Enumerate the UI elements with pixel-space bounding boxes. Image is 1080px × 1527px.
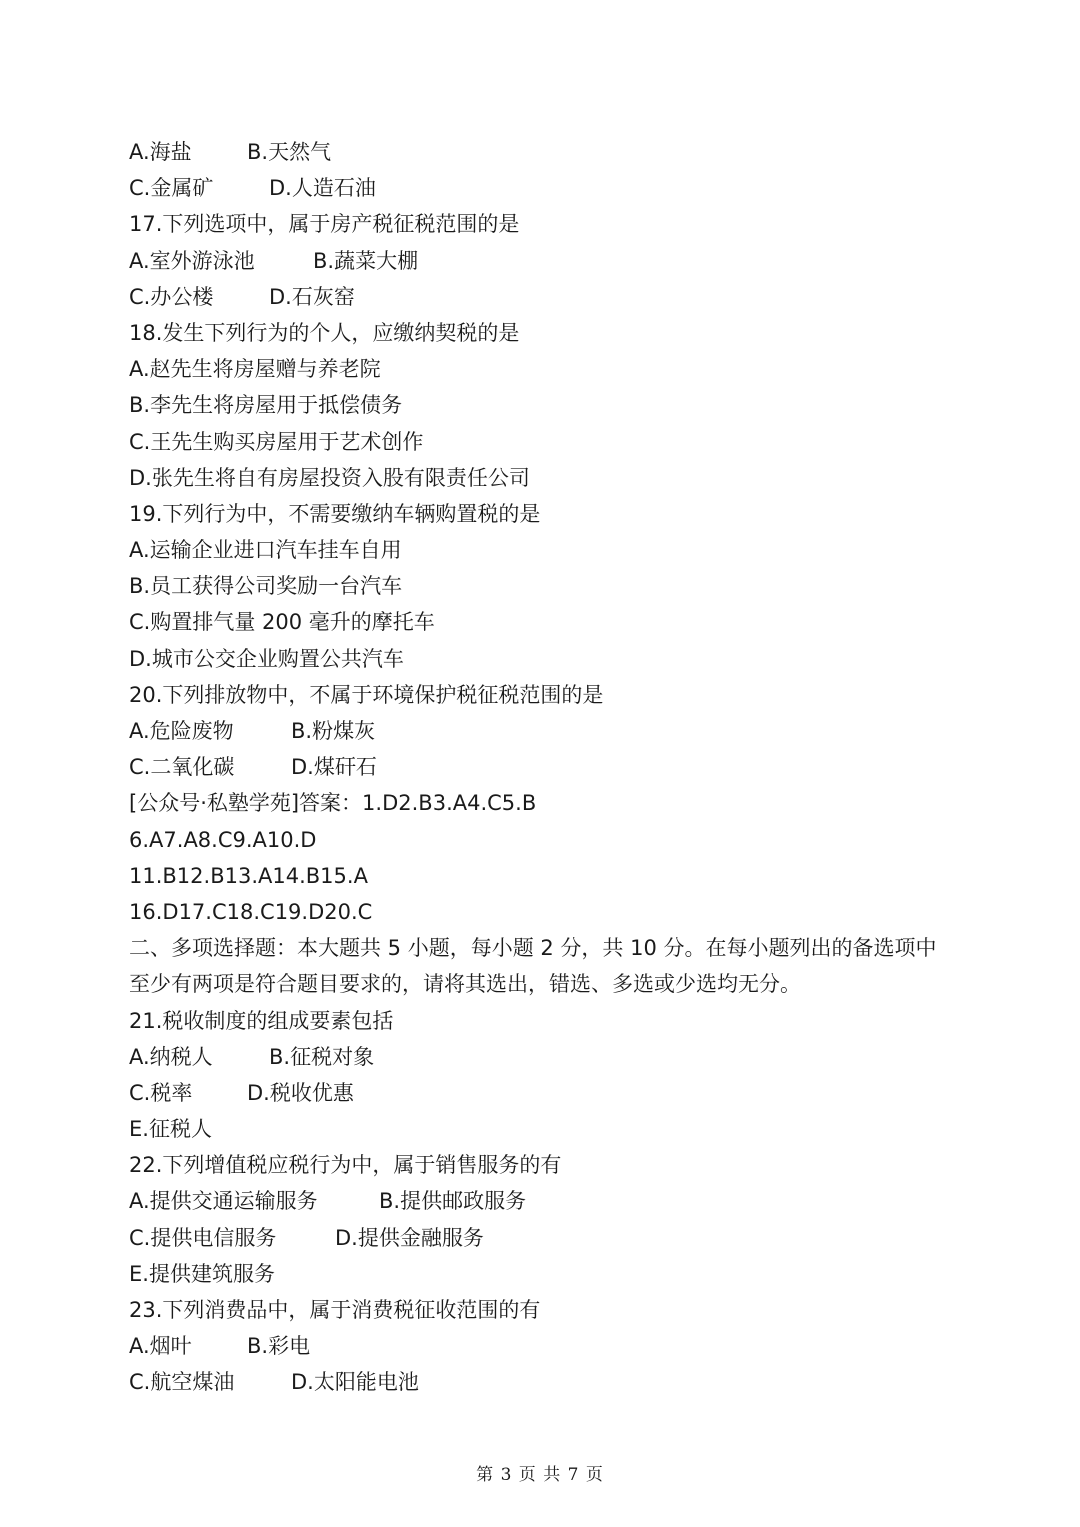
option-row xyxy=(129,1328,969,1364)
option-c: C.王先生购买房屋用于艺术创作 xyxy=(129,429,424,454)
option-row xyxy=(129,1364,969,1400)
option-c: C.办公楼 xyxy=(129,284,214,309)
option-c: C.购置排气量 200 毫升的摩托车 xyxy=(129,610,435,635)
option-d: D.张先生将自有房屋投资入股有限责任公司 xyxy=(129,465,530,490)
question-18: 18.发生下列行为的个人，应缴纳契税的是 xyxy=(129,320,520,345)
option-d: D.太阳能电池 xyxy=(291,1370,419,1395)
option-a: A.室外游泳池 xyxy=(129,248,255,273)
option-b: B.天然气 xyxy=(247,140,332,164)
option-c: C.提供电信服务 xyxy=(129,1225,277,1250)
section-heading-continued: 至少有两项是符合题目要求的，请将其选出，错选、多选或少选均无分。 xyxy=(129,972,801,997)
option-b: B.彩电 xyxy=(247,1334,311,1359)
option-row xyxy=(129,1220,969,1256)
option-row xyxy=(129,749,969,785)
option-row xyxy=(129,1075,969,1111)
option-d: D.城市公交企业购置公共汽车 xyxy=(129,646,404,671)
page-number-footer: 第 3 页 共 7 页 xyxy=(476,1465,604,1485)
option-a: A.海盐 xyxy=(129,140,192,164)
option-d: D.税收优惠 xyxy=(247,1080,354,1105)
option-a: A.纳税人 xyxy=(129,1044,213,1069)
option-b: B.员工获得公司奖励一台汽车 xyxy=(129,574,403,599)
option-row xyxy=(129,1039,969,1075)
option-a: A.烟叶 xyxy=(129,1334,192,1359)
option-row xyxy=(129,243,969,279)
question-19: 19.下列行为中，不需要缴纳车辆购置税的是 xyxy=(129,501,541,526)
question-20: 20.下列排放物中，不属于环境保护税征税范围的是 xyxy=(129,682,604,707)
answer-key-line: 16.D17.C18.C19.D20.C xyxy=(129,899,373,924)
option-a: A.提供交通运输服务 xyxy=(129,1189,318,1214)
option-row xyxy=(129,134,969,170)
option-d: D.人造石油 xyxy=(269,176,376,201)
answer-key-line: 11.B12.B13.A14.B15.A xyxy=(129,863,368,888)
option-c: C.金属矿 xyxy=(129,176,214,201)
question-22: 22.下列增值税应税行为中，属于销售服务的有 xyxy=(129,1153,562,1178)
option-d: D.石灰窑 xyxy=(269,284,355,309)
option-row xyxy=(129,1183,969,1219)
option-a: A.赵先生将房屋赠与养老院 xyxy=(129,357,381,382)
option-row xyxy=(129,279,969,315)
option-e: E.征税人 xyxy=(129,1117,212,1142)
option-b: B.征税对象 xyxy=(269,1044,375,1069)
option-a: A.危险废物 xyxy=(129,719,234,743)
answer-key-line: 6.A7.A8.C9.A10.D xyxy=(129,827,317,852)
question-23: 23.下列消费品中，属于消费税征收范围的有 xyxy=(129,1298,541,1322)
question-content xyxy=(129,134,969,1401)
option-b: B.粉煤灰 xyxy=(291,719,376,743)
option-b: B.提供邮政服务 xyxy=(379,1189,527,1214)
section-heading: 二、多项选择题：本大题共 5 小题，每小题 2 分，共 10 分。在每小题列出的备选项中 xyxy=(129,936,937,961)
option-c: C.二氧化碳 xyxy=(129,755,235,780)
option-e: E.提供建筑服务 xyxy=(129,1261,275,1286)
option-d: D.煤矸石 xyxy=(291,755,377,780)
option-b: B.李先生将房屋用于抵偿债务 xyxy=(129,393,403,418)
question-21: 21.税收制度的组成要素包括 xyxy=(129,1008,394,1033)
option-row xyxy=(129,170,969,206)
option-a: A.运输企业进口汽车挂车自用 xyxy=(129,538,402,563)
answer-key-line: [公众号·私塾学苑]答案：1.D2.B3.A4.C5.B xyxy=(129,791,537,816)
option-c: C.税率 xyxy=(129,1080,193,1105)
option-row xyxy=(129,713,969,749)
option-c: C.航空煤油 xyxy=(129,1370,235,1395)
option-d: D.提供金融服务 xyxy=(335,1225,484,1250)
question-17: 17.下列选项中，属于房产税征税范围的是 xyxy=(129,212,520,237)
option-b: B.蔬菜大棚 xyxy=(313,248,419,273)
